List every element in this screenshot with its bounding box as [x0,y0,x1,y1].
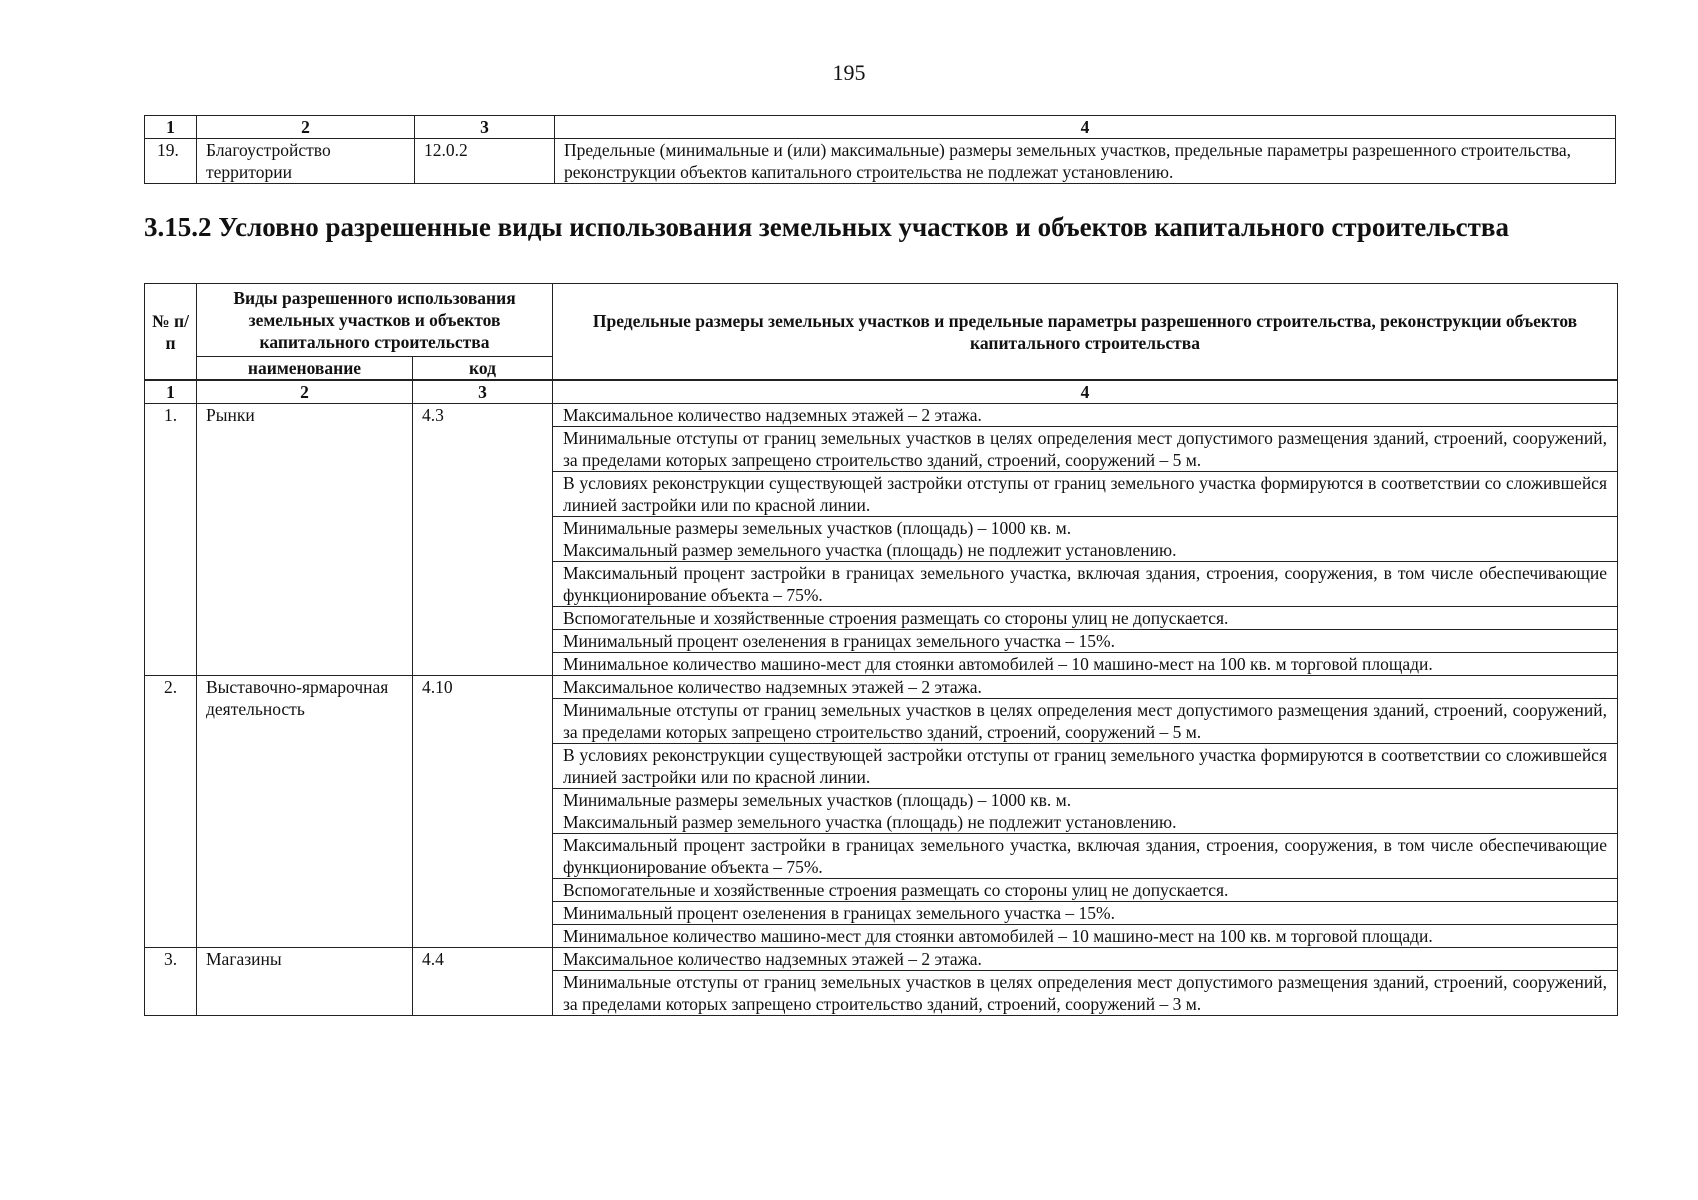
parameter-item: Минимальный процент озеленения в границах земельного участка – 15%. [553,630,1618,653]
parameter-item: Вспомогательные и хозяйственные строения размещать со стороны улиц не допускается. [553,607,1618,630]
use-code: 12.0.2 [415,139,555,184]
header-row [145,284,1618,357]
row-number: 3. [145,948,197,1016]
use-name: Выставочно-ярмарочная деятельность [197,676,413,948]
parameter-item: Максимальное количество надземных этажей – 2 этажа. [553,676,1618,699]
use-name: Магазины [197,948,413,1016]
header-name: наименование [197,357,413,381]
parameter-item: Минимальное количество машино-мест для стоянки автомобилей – 10 машино-мест на 100 кв. м торговой площади. [553,653,1618,676]
continuation-table [144,115,1616,184]
header-number: № п/п [145,284,197,381]
parameter-line: Максимальный размер земельного участка (площадь) не подлежит установлению. [563,540,1177,560]
column-number: 4 [555,116,1616,139]
header-code: код [413,357,553,381]
parameter-item: Минимальные отступы от границ земельных участков в целях определения мест допустимого размещения зданий, строений, сооружений, за пределами которых запрещено строительство зданий, строений, сооружений – 5 м. [553,699,1618,744]
page-number: 195 [832,60,866,85]
parameter-item: В условиях реконструкции существующей застройки отступы от границ земельного участка формируются в соответствии со сложившейся линией застройки или по красной линии. [553,472,1618,517]
parameter-item: Минимальные отступы от границ земельных участков в целях определения мест допустимого размещения зданий, строений, сооружений, за пределами которых запрещено строительство зданий, строений, сооружений – 5 м. [553,427,1618,472]
use-code: 4.10 [413,676,553,948]
row-number: 2. [145,676,197,948]
row-number: 1. [145,404,197,676]
column-number-row [145,380,1618,404]
parameter-item: Минимальные отступы от границ земельных участков в целях определения мест допустимого размещения зданий, строений, сооружений, за пределами которых запрещено строительство зданий, строений, сооружений – 3 м. [553,971,1618,1016]
section-title: 3.15.2 Условно разрешенные виды использования земельных участков и объектов капитального строительства [144,212,1509,242]
conditional-uses-table [144,283,1618,1016]
parameter-item: Максимальное количество надземных этажей – 2 этажа. [553,404,1618,427]
column-number: 3 [415,116,555,139]
column-number: 2 [197,380,413,404]
table-row [145,404,1618,427]
parameters-text: Предельные (минимальные и (или) максимальные) размеры земельных участков, предельные параметры разрешенного строительства, реконструкции объектов капитального строительства не подлежат установлению. [555,139,1616,184]
use-name: Благоустройство территории [197,139,415,184]
parameter-item: Минимальный процент озеленения в границах земельного участка – 15%. [553,902,1618,925]
table-row [145,948,1618,971]
parameter-item: Максимальный процент застройки в границах земельного участка, включая здания, строения, сооружения, в том числе обеспечивающие функционирование объекта – 75%. [553,834,1618,879]
header-use-types: Виды разрешенного использования земельных участков и объектов капитального строительства [197,284,553,357]
table-row [145,676,1618,699]
table-row [145,139,1616,184]
parameter-item: В условиях реконструкции существующей застройки отступы от границ земельного участка формируются в соответствии со сложившейся линией застройки или по красной линии. [553,744,1618,789]
column-number: 1 [145,116,197,139]
row-number: 19. [145,139,197,184]
use-code: 4.4 [413,948,553,1016]
header-parameters: Предельные размеры земельных участков и предельные параметры разрешенного строительства, реконструкции объектов капитального строительства [553,284,1618,381]
use-code: 4.3 [413,404,553,676]
parameter-line: Минимальные размеры земельных участков (площадь) – 1000 кв. м. [563,518,1072,538]
column-number: 3 [413,380,553,404]
column-number: 2 [197,116,415,139]
parameter-line: Максимальный размер земельного участка (площадь) не подлежит установлению. [563,812,1177,832]
parameter-item [553,789,1618,834]
column-number: 4 [553,380,1618,404]
parameter-item: Минимальное количество машино-мест для стоянки автомобилей – 10 машино-мест на 100 кв. м торговой площади. [553,925,1618,948]
parameter-line: Минимальные размеры земельных участков (площадь) – 1000 кв. м. [563,790,1072,810]
parameter-item: Максимальный процент застройки в границах земельного участка, включая здания, строения, сооружения, в том числе обеспечивающие функционирование объекта – 75%. [553,562,1618,607]
column-number: 1 [145,380,197,404]
parameter-item: Вспомогательные и хозяйственные строения размещать со стороны улиц не допускается. [553,879,1618,902]
parameter-item: Максимальное количество надземных этажей – 2 этажа. [553,948,1618,971]
column-number-row [145,116,1616,139]
use-name: Рынки [197,404,413,676]
parameter-item [553,517,1618,562]
